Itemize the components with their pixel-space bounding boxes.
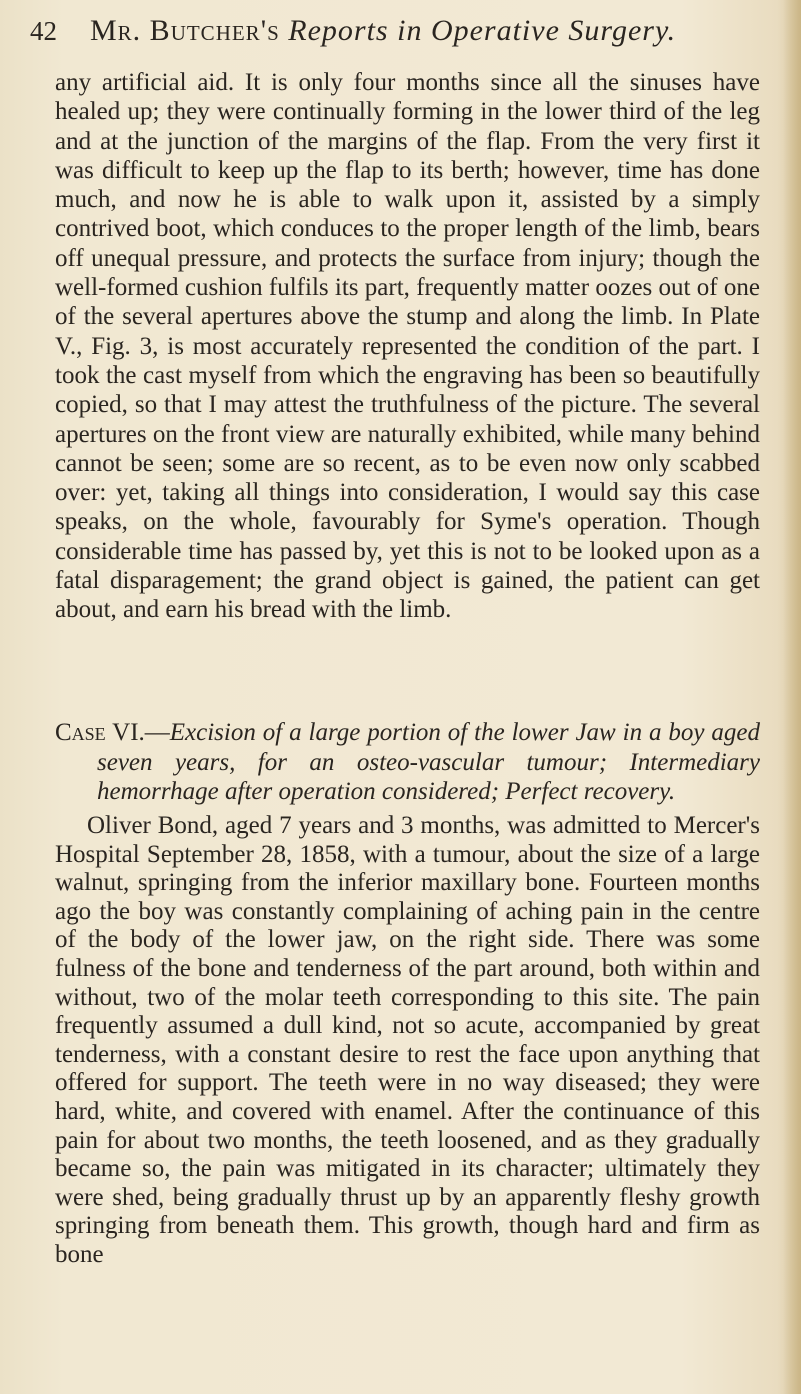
page-edge-shadow xyxy=(783,0,801,1394)
continuation-text-block xyxy=(55,68,760,625)
case-dash: — xyxy=(144,719,170,746)
case-heading xyxy=(55,718,760,807)
case-heading-block xyxy=(55,718,760,807)
running-head-author: Mr. Butcher's xyxy=(90,14,280,47)
case-title: Excision of a large portion of the lower Jaw in a boy aged seven years, for an osteo-vascular tumour; Intermediary hemorrhage after operation considered; Perfect recovery. xyxy=(97,719,760,805)
case-body-paragraph: Oliver Bond, aged 7 years and 3 months, was admitted to Mercer's Hospital September 28, 1858, with a tumour, about the size of a large walnut, springing from the inferior maxillary bone. Fourteen months ago the boy was constantly complaining of aching pain in the centre of the body of the lower jaw, on the right side. There was some fulness of the bone and tenderness of the part around, both within and without, two of the molar teeth corresponding to this site. The pain frequently assumed a dull kind, not so acute, accompanied by great tenderness, with a constant desire to rest the face upon anything that offered for support. The teeth were in no way diseased; they were hard, white, and covered with enamel. After the continuance of this pain for about two months, the teeth loosened, and as they gradually became so, the pain was mitigated in its character; ultimately they were shed, being gradually thrust up by an apparently fleshy growth springing from beneath them. This growth, though hard and firm as bone xyxy=(55,812,760,1268)
running-head-book-title: Reports in Operative Surgery. xyxy=(288,14,677,47)
running-head-title xyxy=(90,14,676,48)
page-number: 42 xyxy=(30,16,57,46)
continuation-paragraph: any artificial aid. It is only four months since all the sinuses have healed up; they were continually forming in the lower third of the leg and at the junction of the margins of the flap. From the very first it was difficult to keep up the flap to its berth; however, time has done much, and now he is able to walk upon it, assisted by a simply contrived boot, which conduces to the proper length of the limb, bears off unequal pressure, and protects the surface from injury; though the well-formed cushion fulfils its part, frequently matter oozes out of one of the several apertures above the stump and along the limb. In Plate V., Fig. 3, is most accurately represented the condition of the part. I took the cast myself from which the engraving has been so beautifully copied, so that I may attest the truthfulness of the picture. The several apertures on the front view are naturally exhibited, while many behind cannot be seen; some are so recent, as to be even now only scabbed over: yet, taking all things into consideration, I would say this case speaks, on the whole, favourably for Syme's operation. Though considerable time has passed by, yet this is not to be looked upon as a fatal disparagement; the grand object is gained, the patient can get about, and earn his bread with the limb. xyxy=(55,69,760,624)
running-header xyxy=(30,14,770,58)
case-label: Case VI. xyxy=(55,719,145,746)
case-body-block xyxy=(55,812,760,1270)
